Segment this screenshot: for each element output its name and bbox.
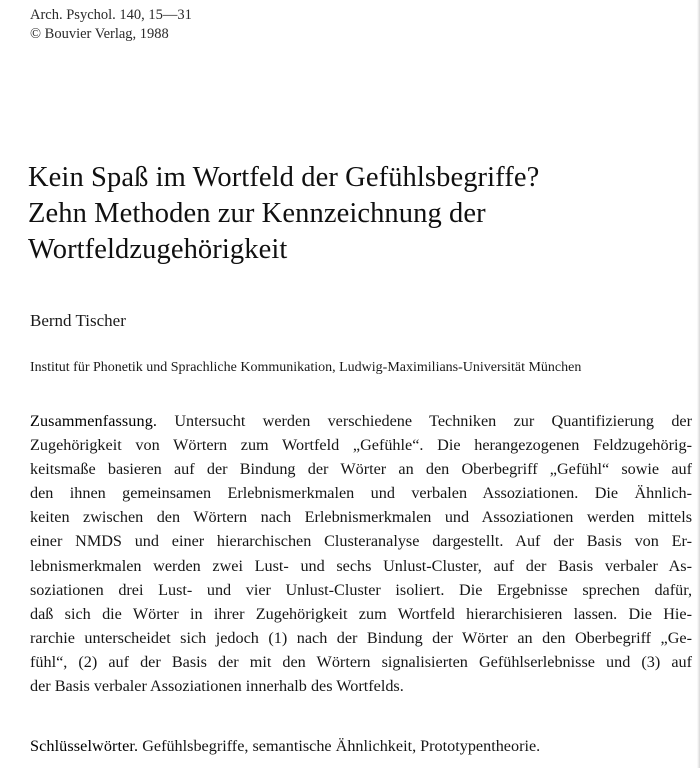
- abstract: [30, 409, 692, 698]
- abstract-line: fühl“, (2) auf der Basis der mit den Wörtern signalisierten Gefühlserlebnisse und (3) auf: [30, 652, 692, 671]
- title-line: Wortfeldzugehörigkeit: [28, 234, 288, 265]
- abstract-line: lebnismerkmalen werden zwei Lust- und sechs Unlust-Cluster, auf der Basis verbaler As-: [30, 556, 692, 575]
- abstract-text: Untersucht werden verschiedene Techniken zur Quantifizierung der: [157, 412, 692, 430]
- title-line: Zehn Methoden zur Kennzeichnung der: [28, 198, 486, 229]
- abstract-line: der Basis verbaler Assoziationen innerhalb des Wortfelds.: [30, 677, 404, 696]
- abstract-line: Zugehörigkeit von Wörtern zum Wortfeld „Gefühle“. Die herangezogenen Feldzugehörig-: [30, 436, 692, 455]
- article-title: [28, 160, 688, 268]
- abstract-line: keiten zwischen den Wörtern nach Erlebnismerkmalen und Assoziationen werden mittels: [30, 508, 692, 527]
- abstract-line: einer NMDS und einer hierarchischen Clusteranalyse dargestellt. Auf der Basis von Er-: [30, 532, 692, 551]
- keywords-label: Schlüsselwörter.: [30, 737, 139, 755]
- abstract-line: keitsmaße basieren auf der Bindung der Wörter an den Oberbegriff „Gefühl“ sowie auf: [30, 460, 692, 479]
- abstract-line: rarchie unterscheidet sich jedoch (1) nach der Bindung der Wörter an den Oberbegriff „Ge-: [30, 628, 692, 647]
- publisher-copyright: © Bouvier Verlag, 1988: [30, 26, 169, 42]
- keywords-text: Gefühlsbegriffe, semantische Ähnlichkeit, Prototypentheorie.: [138, 737, 541, 755]
- abstract-line: den ihnen gemeinsamen Erlebnismerkmalen und verbalen Assoziationen. Die Ähnlich-: [30, 484, 692, 503]
- abstract-line: daß sich die Wörter in ihrer Zugehörigkeit zum Wortfeld hierarchisieren lassen. Die Hie-: [30, 604, 692, 623]
- journal-citation: Arch. Psychol. 140, 15—31: [30, 7, 192, 23]
- abstract-label: Zusammenfassung.: [30, 412, 158, 430]
- author-affiliation: Institut für Phonetik und Sprachliche Kommunikation, Ludwig-Maximilians-Universität München: [30, 360, 582, 375]
- title-line: Kein Spaß im Wortfeld der Gefühlsbegriffe?: [28, 162, 540, 193]
- keywords: [30, 734, 690, 758]
- journal-header: [30, 6, 192, 44]
- abstract-line: [30, 409, 692, 433]
- abstract-line: soziationen drei Lust- und vier Unlust-Cluster isoliert. Die Ergebnisse sprechen dafür,: [30, 580, 692, 599]
- author-name: Bernd Tischer: [30, 311, 126, 330]
